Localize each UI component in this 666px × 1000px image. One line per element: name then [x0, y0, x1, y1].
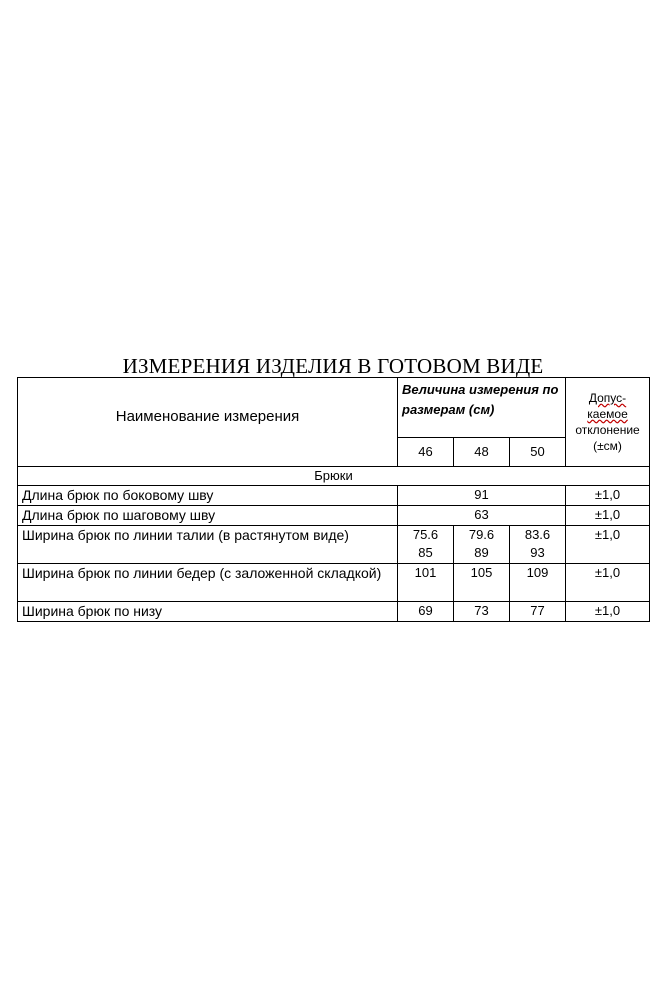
row-value: 91 [398, 486, 566, 506]
table-row [18, 486, 650, 506]
row-value-48: 105 [454, 564, 510, 602]
section-row [18, 467, 650, 486]
value-line: 83.6 [524, 527, 551, 542]
row-value-46: 69 [398, 602, 454, 622]
row-value: 63 [398, 506, 566, 526]
row-value-50: 77 [510, 602, 566, 622]
row-value-50: 109 [510, 564, 566, 602]
row-tolerance: ±1,0 [566, 526, 650, 564]
row-name: Ширина брюк по линии бедер (с заложенной складкой) [18, 564, 398, 602]
row-name: Длина брюк по боковому шву [18, 486, 398, 506]
tolerance-line-2: каемое [587, 407, 628, 421]
tolerance-line-3: отклонение [575, 423, 640, 437]
header-size-group: Величина измерения по размерам (см) [398, 378, 566, 438]
section-label: Брюки [18, 467, 650, 486]
row-value-50 [510, 526, 566, 564]
header-name: Наименование измерения [18, 378, 398, 467]
table-row [18, 526, 650, 564]
size-46: 46 [398, 438, 454, 467]
row-name: Ширина брюк по низу [18, 602, 398, 622]
table-row [18, 602, 650, 622]
size-50: 50 [510, 438, 566, 467]
row-value-46: 101 [398, 564, 454, 602]
row-name: Ширина брюк по линии талии (в растянутом виде) [18, 526, 398, 564]
header-tolerance [566, 378, 650, 467]
table-row [18, 564, 650, 602]
table-row [18, 506, 650, 526]
row-value-48 [454, 526, 510, 564]
row-tolerance: ±1,0 [566, 564, 650, 602]
measurements-table [17, 377, 650, 622]
row-name: Длина брюк по шаговому шву [18, 506, 398, 526]
value-line: 89 [474, 545, 489, 560]
value-line: 85 [418, 545, 433, 560]
row-tolerance: ±1,0 [566, 506, 650, 526]
header-row [18, 378, 650, 438]
row-value-48: 73 [454, 602, 510, 622]
value-line: 79.6 [468, 527, 495, 542]
value-line: 75.6 [412, 527, 439, 542]
row-tolerance: ±1,0 [566, 602, 650, 622]
row-tolerance: ±1,0 [566, 486, 650, 506]
tolerance-line-1: Допус- [588, 391, 627, 405]
value-line: 93 [530, 545, 545, 560]
tolerance-line-4: (±см) [593, 439, 622, 453]
page-title: ИЗМЕРЕНИЯ ИЗДЕЛИЯ В ГОТОВОМ ВИДЕ [122, 354, 544, 378]
size-48: 48 [454, 438, 510, 467]
row-value-46 [398, 526, 454, 564]
